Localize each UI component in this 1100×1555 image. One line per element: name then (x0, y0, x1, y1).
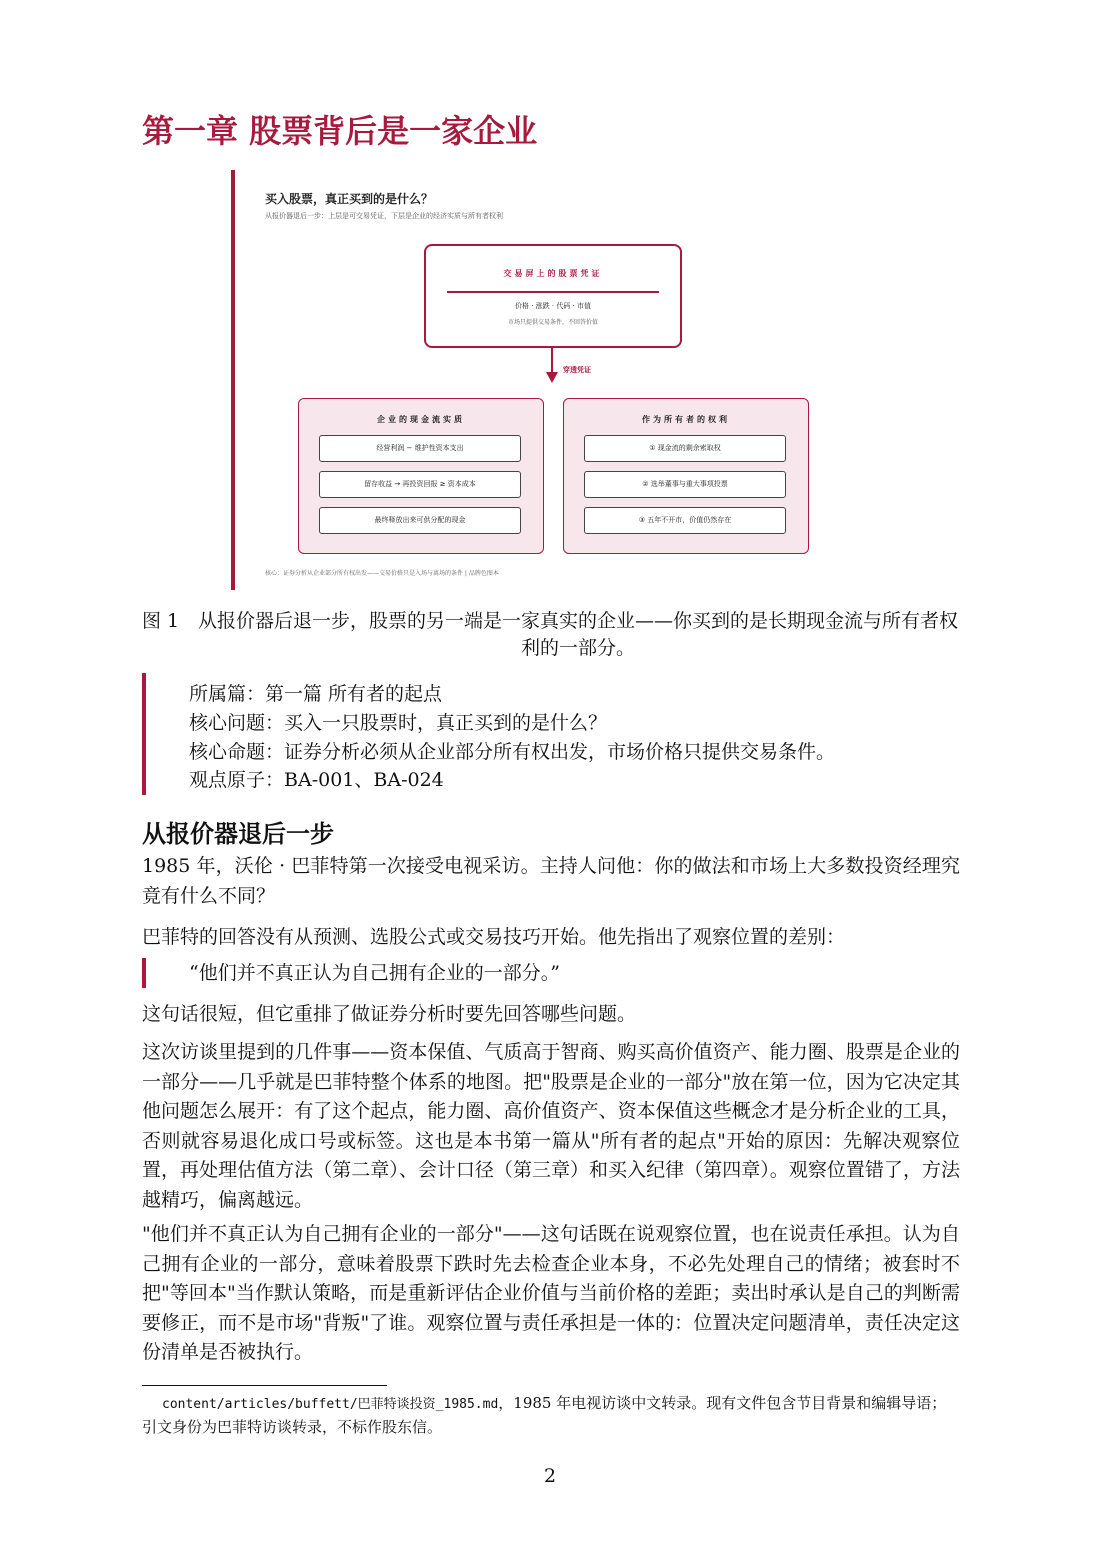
cashflow-item: 经营利润 − 维护性资本支出 (319, 435, 521, 462)
paragraph: 这次访谈里提到的几件事——资本保值、气质高于智商、购买高价值资产、能力圈、股票是企业的一部分——几乎就是巴菲特整个体系的地图。把"股票是企业的一部分"放在第一位，因为它决定其他问题怎么展开：有了这个起点，能力圈、高价值资产、资本保值这些概念才是分析企业的工具，否则就容易退化成口号或标签。这也是本书第一篇从"所有者的起点"开始的原因：先解决观察位置，再处理估值方法（第二章）、会计口径（第三章）和买入纪律（第四章）。观察位置错了，方法越精巧，偏离越远。 (142, 1041, 960, 1211)
cashflow-panel-title: 企业的现金流实质 (377, 415, 465, 424)
footnote-text: ，1985 年电视访谈中文转录。现有文件包含节目背景和编辑导语；引文身份为巴菲特访谈转录，不标作股东信。 (142, 1394, 947, 1436)
cashflow-panel (298, 398, 544, 554)
footnote (142, 1392, 960, 1438)
chapter-title: 第一章 股票背后是一家企业 (142, 112, 538, 150)
paragraph: 这句话很短，但它重排了做证券分析时要先回答哪些问题。 (142, 1003, 637, 1025)
figure-title: 买入股票，真正买到的是什么？ (265, 192, 434, 206)
footnote-divider (142, 1385, 387, 1386)
owner-rights-panel-title: 作为所有者的权利 (642, 415, 730, 424)
chapter-meta-block (142, 673, 964, 795)
figure-subtitle: 从报价器退后一步：上层是可交易凭证，下层是企业的经济实质与所有者权利 (265, 212, 503, 220)
stock-certificate-items: 价格 · 涨跌 · 代码 · 市值 (514, 302, 592, 310)
caption-text: 从报价器后退一步，股票的另一端是一家真实的企业——你买到的是长期现金流与所有者权利的一部分。 (197, 610, 958, 659)
page-number: 2 (543, 1465, 557, 1487)
meta-thesis-label: 核心命题： (189, 741, 285, 763)
figure-caption (142, 608, 960, 662)
footnote-source-path: content/articles/buffett/巴菲特谈投资_1985.md (162, 1397, 499, 1412)
caption-label: 图 1 (142, 610, 180, 632)
quote-text: “他们并不真正认为自己拥有企业的一部分。” (189, 962, 560, 984)
stock-certificate-note: 市场只提供交易条件，不回答价值 (507, 319, 598, 326)
section-heading: 从报价器退后一步 (142, 819, 334, 848)
owner-rights-item: ③ 五年不开市，价值仍然存在 (584, 507, 786, 534)
meta-part-label: 所属篇： (189, 683, 266, 705)
stock-certificate-box (424, 244, 682, 348)
owner-rights-item: ② 选举董事与重大事项投票 (584, 471, 786, 498)
stock-certificate-title: 交易屏上的股票凭证 (503, 269, 603, 278)
owner-rights-panel (563, 398, 809, 554)
meta-question (189, 708, 607, 735)
cashflow-item: 最终释放出来可供分配的现金 (319, 507, 521, 534)
paragraph: 1985 年，沃伦 · 巴菲特第一次接受电视采访。主持人问他：你的做法和市场上大多数投资经理究竟有什么不同？ (142, 855, 960, 907)
meta-part (189, 679, 442, 706)
meta-question-value: 买入一只股票时，真正买到的是什么？ (284, 712, 608, 734)
arrow-label: 穿透凭证 (563, 366, 591, 374)
owner-rights-item: ① 现金流的剩余索取权 (584, 435, 786, 462)
divider (447, 291, 659, 293)
meta-thesis-value: 证券分析必须从企业部分所有权出发，市场价格只提供交易条件。 (284, 741, 836, 763)
arrow-line (551, 346, 553, 374)
paragraph: "他们并不真正认为自己拥有企业的一部分"——这句话既在说观察位置，也在说责任承担。认为自己拥有企业的一部分，意味着股票下跌时先去检查企业本身，不必先处理自己的情绪；被套时不把"等回本"当作默认策略，而是重新评估企业价值与当前价格的差距；卖出时承认是自己的判断需要修正，而不是市场"背叛"了谁。观察位置与责任承担是一体的：位置决定问题清单，责任决定这份清单是否被执行。 (142, 1223, 960, 1363)
meta-part-value: 第一篇 所有者的起点 (265, 683, 443, 705)
meta-question-label: 核心问题： (189, 712, 285, 734)
meta-atoms (189, 765, 444, 792)
meta-atoms-value: BA-001、BA-024 (284, 769, 444, 791)
cashflow-item: 留存收益 → 再投资回报 ≥ 资本成本 (319, 471, 521, 498)
meta-thesis (189, 737, 835, 764)
blockquote (142, 958, 964, 988)
figure-core-note: 核心：证券分析从企业部分所有权出发——交易价格只是入场与离场的条件 | 品牌色图本 (265, 570, 499, 577)
paragraph: 巴菲特的回答没有从预测、选股公式或交易技巧开始。他先指出了观察位置的差别： (142, 926, 846, 948)
arrow-down-icon (546, 372, 558, 383)
meta-atoms-label: 观点原子： (189, 769, 285, 791)
figure-diagram (231, 170, 835, 590)
